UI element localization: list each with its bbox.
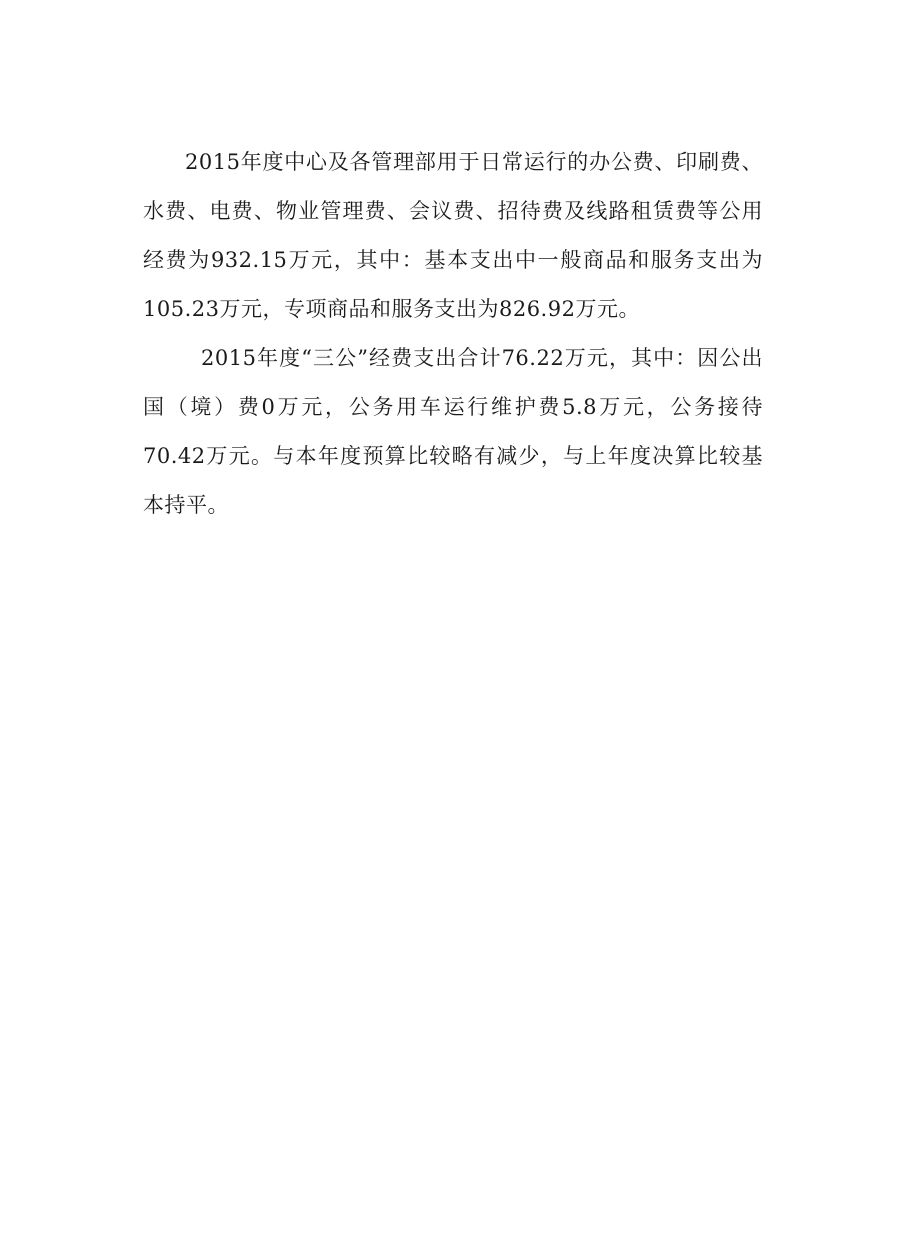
document-body	[143, 138, 763, 530]
paragraph-three-public-expenses: 2015年度“三公”经费支出合计76.22万元，其中：因公出国（境）费0万元，公务用车运行维护费5.8万元，公务接待70.42万元。与本年度预算比较略有减少，与上年度决算比较基本持平。	[143, 346, 763, 517]
paragraph-public-expenses: 2015年度中心及各管理部用于日常运行的办公费、印刷费、水费、电费、物业管理费、会议费、招待费及线路租赁费等公用经费为932.15万元，其中：基本支出中一般商品和服务支出为105.23万元，专项商品和服务支出为826.92万元。	[143, 150, 763, 321]
